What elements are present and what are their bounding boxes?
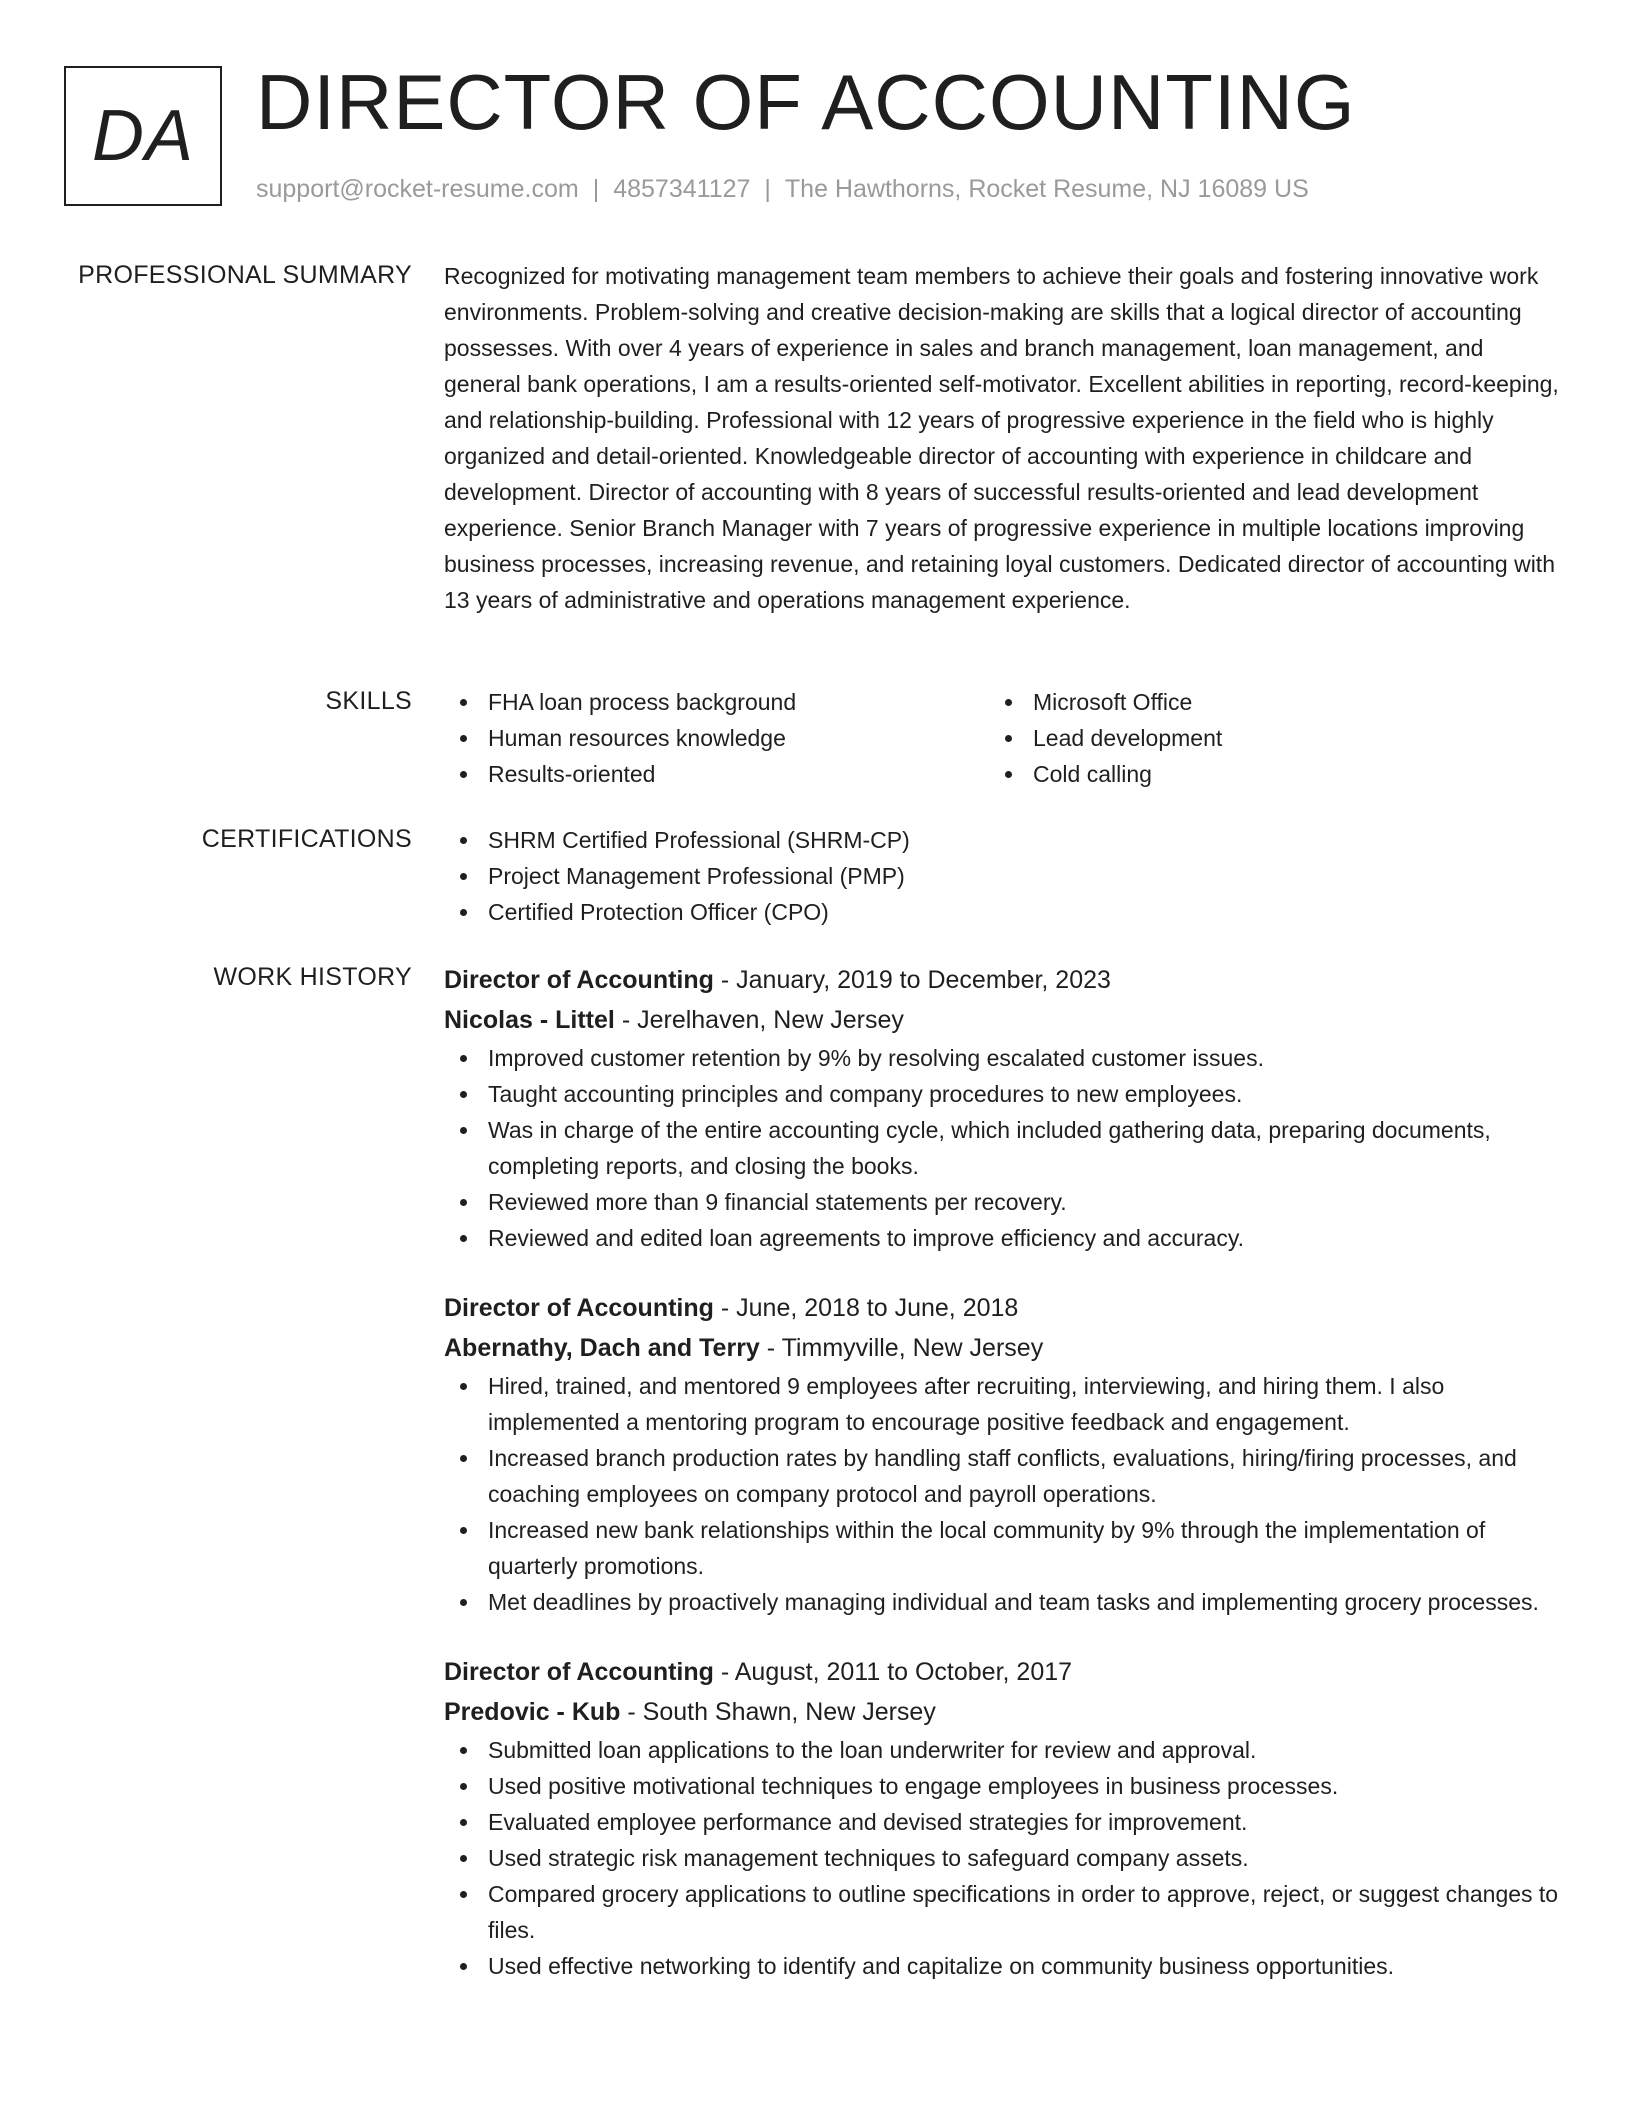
job-dates: - August, 2011 to October, 2017 xyxy=(713,1658,1073,1686)
job-bullet: Used effective networking to identify and capitalize on community business opportunities. xyxy=(444,1948,1564,1984)
skills-column-2 xyxy=(989,684,1534,792)
job-title-line xyxy=(444,1288,1564,1328)
skill-item: Lead development xyxy=(989,720,1534,756)
job-bullet: Reviewed more than 9 financial statements per recovery. xyxy=(444,1184,1564,1220)
job-bullet: Submitted loan applications to the loan underwriter for review and approval. xyxy=(444,1732,1564,1768)
work-history-body xyxy=(444,960,1564,2016)
contact-phone[interactable]: 4857341127 xyxy=(613,175,751,203)
job-bullet: Hired, trained, and mentored 9 employees after recruiting, interviewing, and hiring them. I also implemented a mentoring program to encourage positive feedback and engagement. xyxy=(444,1368,1564,1440)
job-company: Abernathy, Dach and Terry xyxy=(444,1334,760,1362)
job-bullet: Met deadlines by proactively managing individual and team tasks and implementing grocery processes. xyxy=(444,1584,1564,1620)
job-company-line xyxy=(444,1000,1564,1040)
skill-item: Microsoft Office xyxy=(989,684,1534,720)
job-entry xyxy=(444,960,1564,1256)
contact-line xyxy=(256,172,1309,206)
monogram-initials: DA xyxy=(91,96,195,176)
job-title: Director of Accounting xyxy=(444,1658,714,1686)
skill-item: Human resources knowledge xyxy=(444,720,989,756)
job-title-line xyxy=(444,1652,1564,1692)
job-dates: - January, 2019 to December, 2023 xyxy=(713,966,1111,994)
skill-item: FHA loan process background xyxy=(444,684,989,720)
skill-item: Results-oriented xyxy=(444,756,989,792)
contact-address: The Hawthorns, Rocket Resume, NJ 16089 US xyxy=(784,175,1309,203)
job-company-line xyxy=(444,1328,1564,1368)
summary-body xyxy=(444,258,1564,618)
job-bullets xyxy=(444,1040,1564,1256)
job-company: Predovic - Kub xyxy=(444,1698,621,1726)
work-history-label: WORK HISTORY xyxy=(213,963,412,991)
skill-item: Cold calling xyxy=(989,756,1534,792)
summary-text: Recognized for motivating management team members to achieve their goals and fostering innovative work environments. Problem-solving and creative decision-making are skills that a logical director of accounting possesses. With over 4 years of experience in sales and branch management, loan management, and general bank operations, I am a results-oriented self-motivator. Excellent abilities in reporting, record-keeping, and relationship-building. Professional with 12 years of progressive experience in the field who is highly organized and detail-oriented. Knowledgeable director of accounting with experience in childcare and development. Director of accounting with 8 years of successful results-oriented and lead development experience. Senior Branch Manager with 7 years of progressive experience in multiple locations improving business processes, increasing revenue, and retaining loyal customers. Dedicated director of accounting with 13 years of administrative and operations management experience. xyxy=(444,263,1559,613)
certifications-label: CERTIFICATIONS xyxy=(201,825,412,853)
monogram-box xyxy=(64,66,222,206)
job-bullet: Used strategic risk management techniques to safeguard company assets. xyxy=(444,1840,1564,1876)
job-bullet: Used positive motivational techniques to engage employees in business processes. xyxy=(444,1768,1564,1804)
job-bullet: Improved customer retention by 9% by resolving escalated customer issues. xyxy=(444,1040,1564,1076)
resume-title: DIRECTOR OF ACCOUNTING xyxy=(256,58,1356,146)
job-company-line xyxy=(444,1692,1564,1732)
job-bullet: Reviewed and edited loan agreements to improve efficiency and accuracy. xyxy=(444,1220,1564,1256)
job-entry xyxy=(444,1652,1564,1984)
job-bullet: Compared grocery applications to outline specifications in order to approve, reject, or suggest changes to files. xyxy=(444,1876,1564,1948)
job-bullet: Increased new bank relationships within the local community by 9% through the implementation of quarterly promotions. xyxy=(444,1512,1564,1584)
skills-grid xyxy=(444,684,1564,792)
skills-column-1 xyxy=(444,684,989,792)
job-title: Director of Accounting xyxy=(444,966,714,994)
job-dates: - June, 2018 to June, 2018 xyxy=(713,1294,1019,1322)
skills-label: SKILLS xyxy=(325,687,412,715)
job-bullet: Taught accounting principles and company procedures to new employees. xyxy=(444,1076,1564,1112)
job-title: Director of Accounting xyxy=(444,1294,714,1322)
certification-item: SHRM Certified Professional (SHRM-CP) xyxy=(444,822,1564,858)
contact-separator: | xyxy=(592,175,600,203)
job-location: - South Shawn, New Jersey xyxy=(620,1698,936,1726)
job-bullet: Increased branch production rates by handling staff conflicts, evaluations, hiring/firing processes, and coaching employees on company protocol and payroll operations. xyxy=(444,1440,1564,1512)
job-entry xyxy=(444,1288,1564,1620)
certification-item: Certified Protection Officer (CPO) xyxy=(444,894,1564,930)
job-location: - Timmyville, New Jersey xyxy=(759,1334,1044,1362)
job-bullet: Evaluated employee performance and devised strategies for improvement. xyxy=(444,1804,1564,1840)
certifications-body xyxy=(444,822,1564,930)
contact-separator: | xyxy=(764,175,771,203)
contact-email[interactable]: support@rocket-resume.com xyxy=(256,175,579,203)
job-title-line xyxy=(444,960,1564,1000)
certification-item: Project Management Professional (PMP) xyxy=(444,858,1564,894)
summary-label: PROFESSIONAL SUMMARY xyxy=(78,261,412,289)
job-location: - Jerelhaven, New Jersey xyxy=(614,1006,904,1034)
job-bullets xyxy=(444,1732,1564,1984)
job-company: Nicolas - Littel xyxy=(444,1006,615,1034)
job-bullet: Was in charge of the entire accounting cycle, which included gathering data, preparing documents, completing reports, and closing the books. xyxy=(444,1112,1564,1184)
job-bullets xyxy=(444,1368,1564,1620)
